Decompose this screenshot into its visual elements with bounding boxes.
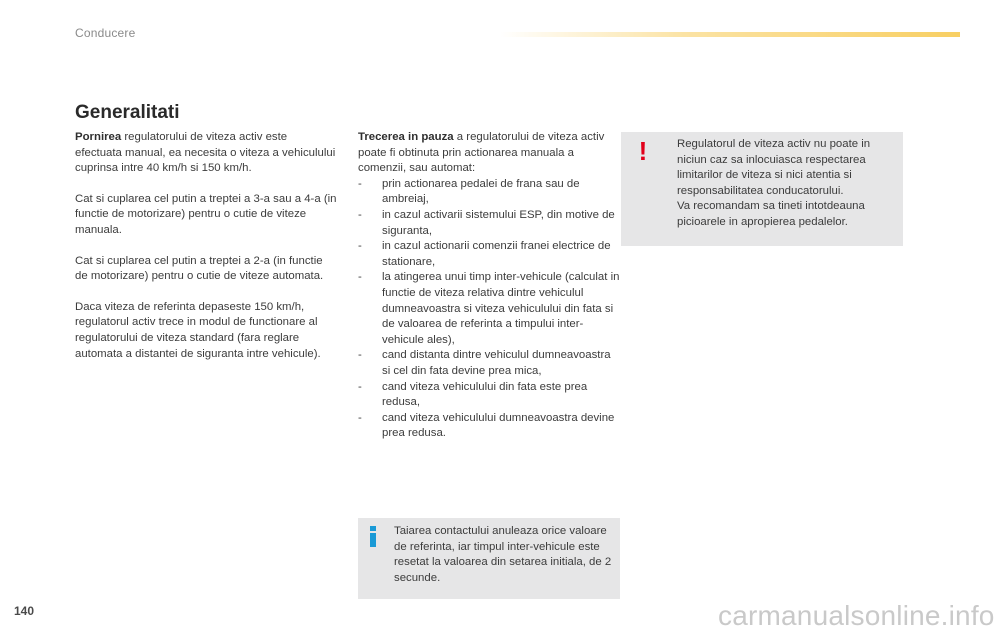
list-item: - in cazul activarii sistemului ESP, din motive de siguranta, — [358, 208, 620, 239]
page-number: 140 — [14, 604, 35, 618]
bold-term-pause: Trecerea in pauza — [358, 131, 454, 143]
info-icon — [366, 526, 380, 548]
paragraph-automatic-gear: Cat si cuplarea cel putin a treptei a 2-a (in functie de motorizare) pentru o cutie de viteze automata. — [75, 254, 324, 283]
exclamation-icon: ! — [638, 136, 648, 166]
paragraph-speed-limit: Daca viteza de referinta depaseste 150 km/h, regulatorul activ trece in modul de functionare al regulatorului de viteza standard (fara reglare automata a distantei de siguranta intre vehicule). — [75, 300, 321, 360]
list-item: - cand distanta dintre vehiculul dumneavoastra si cel din fata devine prea mica, — [358, 348, 620, 379]
paragraph-manual-gear: Cat si cuplarea cel putin a treptei a 3-a sau a 4-a (in functie de motorizare) pentru o cutie de viteze manuala. — [75, 192, 337, 236]
paragraph-start — [75, 130, 337, 177]
warning-line-2: Va recomandam sa tineti intotdeauna picioarele in apropierea pedalelor. — [677, 200, 865, 228]
pause-intro-text: a regulatorului de viteza activ poate fi obtinuta prin actionarea manuala a comenzii, sau automat: — [358, 131, 605, 175]
bold-term-start: Pornirea — [75, 131, 122, 143]
info-box — [358, 518, 620, 599]
warning-line-1: Regulatorul de viteza activ nu poate in niciun caz sa inlocuiasca respectarea limitarilor de viteza si nici atentia si responsabilitatea conducatorului. — [677, 138, 871, 197]
left-column — [75, 130, 337, 377]
list-item: - la atingerea unui timp inter-vehicule (calculat in functie de viteza relativa dintre vehiculul dumneavoastra si viteza vehiculului din fata si de valoarea de referinta a timpului inter-vehicule ales), — [358, 270, 620, 348]
list-item: - cand viteza vehiculului din fata este prea redusa, — [358, 380, 620, 411]
paragraph-start-text: regulatorului de viteza activ este efectuata manual, ea necesita o viteza a vehiculului cuprinsa intre 40 km/h si 150 km/h. — [75, 131, 336, 175]
header-accent-bar — [500, 32, 960, 37]
watermark: carmanualsonline.info — [718, 600, 995, 631]
warning-box — [621, 132, 903, 246]
warning-text — [677, 137, 895, 231]
section-label: Conducere — [75, 26, 136, 40]
pause-conditions-list — [358, 177, 620, 442]
list-item: - cand viteza vehiculului dumneavoastra devine prea redusa. — [358, 411, 620, 442]
list-item: - prin actionarea pedalei de frana sau de ambreiaj, — [358, 177, 620, 208]
middle-column — [358, 130, 620, 442]
page-title: Generalitati — [75, 102, 180, 123]
pause-intro — [358, 130, 620, 177]
info-text: Taiarea contactului anuleaza orice valoare de referinta, iar timpul inter-vehicule este resetat la valoarea din setarea initiala, de 2 secunde. — [394, 525, 612, 584]
list-item: - in cazul actionarii comenzii franei electrice de stationare, — [358, 239, 620, 270]
